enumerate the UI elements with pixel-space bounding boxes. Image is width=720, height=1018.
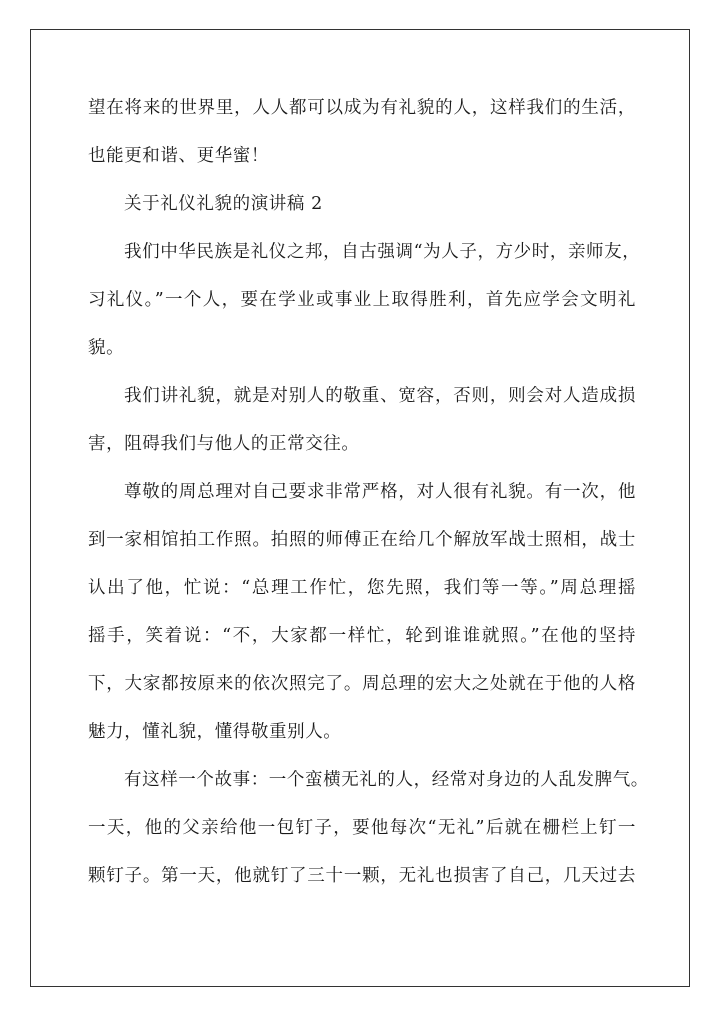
text-line: 下，大家都按原来的依次照完了。周总理的宏大之处就在于他的人格 — [88, 674, 636, 694]
text-line: 我们中华民族是礼仪之邦，自古强调“为人子，方少时，亲师友， — [124, 242, 641, 262]
text-line: 到一家相馆拍工作照。拍照的师傅正在给几个解放军战士照相，战士 — [88, 530, 636, 550]
text-line: 尊敬的周总理对自己要求非常严格，对人很有礼貌。有一次，他 — [124, 482, 636, 502]
text-line: 颗钉子。第一天，他就钉了三十一颗，无礼也损害了自己，几天过去 — [88, 866, 636, 886]
text-line: 我们讲礼貌，就是对别人的敬重、宽容，否则，则会对人造成损 — [124, 386, 636, 406]
text-line: 认出了他，忙说：“总理工作忙，您先照，我们等一等。”周总理摇 — [88, 578, 636, 598]
text-line: 一天，他的父亲给他一包钉子，要他每次“无礼”后就在栅栏上钉一 — [88, 818, 636, 838]
text-line: 关于礼仪礼貌的演讲稿 2 — [124, 194, 323, 214]
text-line: 习礼仪。”一个人，要在学业或事业上取得胜利，首先应学会文明礼 — [88, 290, 636, 310]
text-line: 也能更和谐、更华蜜！ — [88, 146, 269, 166]
text-line: 摇手，笑着说：“不，大家都一样忙，轮到谁谁就照。”在他的坚持 — [88, 626, 636, 646]
text-line: 魅力，懂礼貌，懂得敬重别人。 — [88, 722, 342, 742]
text-line: 望在将来的世界里，人人都可以成为有礼貌的人，这样我们的生活， — [88, 98, 636, 118]
text-line: 有这样一个故事：一个蛮横无礼的人，经常对身边的人乱发脾气。 — [124, 770, 649, 790]
text-line: 害，阻碍我们与他人的正常交往。 — [88, 434, 360, 454]
document-body — [88, 90, 649, 906]
text-line: 貌。 — [88, 338, 125, 358]
